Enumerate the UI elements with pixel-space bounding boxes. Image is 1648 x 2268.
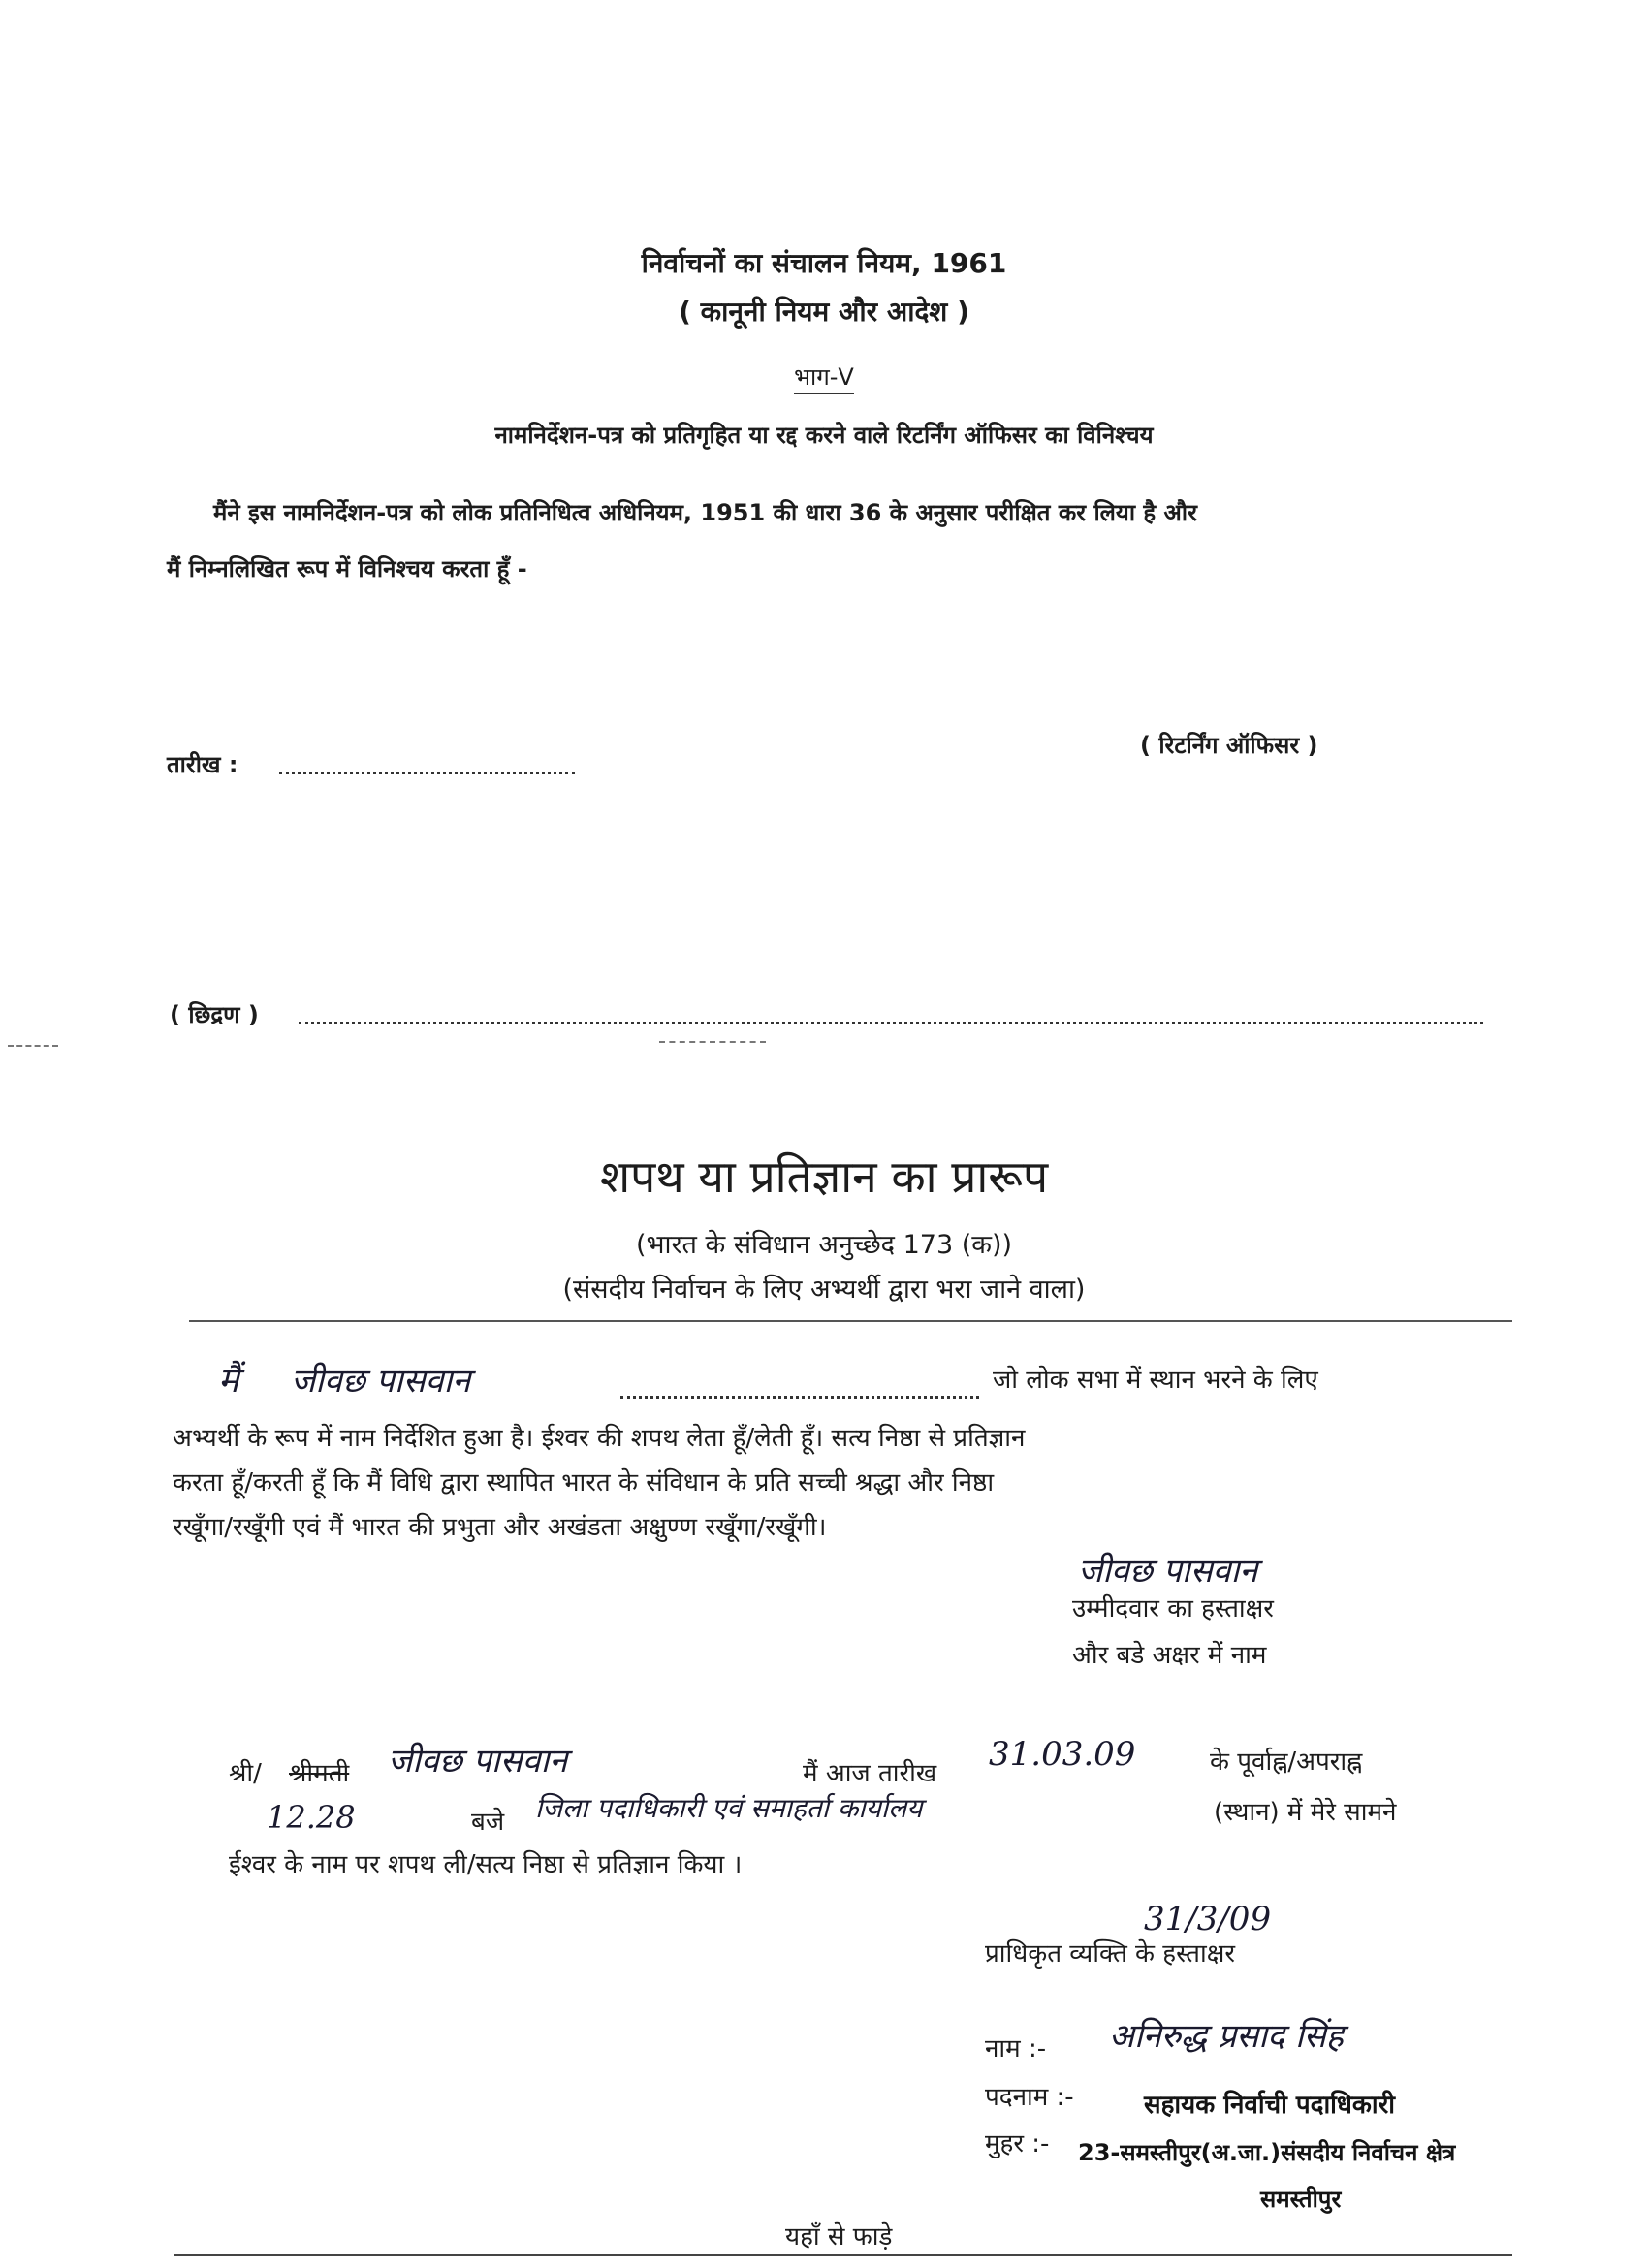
seal-label: मुहर :- (985, 2129, 1050, 2158)
authorized-signature: 31/3/09 (1144, 1900, 1272, 1938)
oath-subtitle-1: (भारत के संविधान अनुच्छेद 173 (क)) (635, 1230, 1013, 1260)
decision-para-line1: मैंने इस नामनिर्देशन-पत्र को लोक प्रतिनिधित्व अधिनियम, 1951 की धारा 36 के अनुसार परीक्षित कर लिया है और (213, 499, 1197, 526)
date-dotted-line (279, 772, 575, 774)
candidate-name-dotted-line (620, 1396, 979, 1399)
shri-label: श्री/ (229, 1759, 262, 1788)
officer-name-label: नाम :- (985, 2034, 1047, 2063)
place-label: (स्थान) में मेरे सामने (1214, 1798, 1397, 1827)
seal-dotted-line (299, 1022, 1483, 1024)
authorized-signature-label: प्राधिकृत व्यक्ति के हस्ताक्षर (985, 1939, 1236, 1969)
stamp-line-1: सहायक निर्वाची पदाधिकारी (1144, 2091, 1395, 2120)
oath-top-rule (189, 1320, 1512, 1322)
seal-punch-label: ( छिद्रण ) (170, 1001, 259, 1028)
shrimati-struck: श्रीमती (289, 1759, 350, 1788)
oath-subtitle-2: (संसदीय निर्वाचन के लिए अभ्यर्थी द्वारा भरा जाने वाला) (562, 1275, 1086, 1305)
stamp-line-2: 23-समस्तीपुर(अ.जा.)संसदीय निर्वाचन क्षेत्र (1078, 2139, 1456, 2166)
date-handwritten: 31.03.09 (989, 1735, 1136, 1774)
oath-title: शपथ या प्रतिज्ञान का प्रारूप (599, 1150, 1049, 1203)
candidate-signature-label: उम्मीदवार का हस्ताक्षर (1072, 1594, 1274, 1623)
place-handwritten: जिला पदाधिकारी एवं समाहर्ता कार्यालय (535, 1792, 923, 1824)
candidate-signature: जीवछ पासवान (1078, 1552, 1258, 1591)
oath-line2: अभ्यर्थी के रूप में नाम निर्देशित हुआ है। ईश्वर की शपथ लेता हूँ/लेती हूँ। सत्य निष्ठा से प्रतिज्ञान (173, 1424, 1026, 1453)
decision-para-line2: मैं निम्नलिखित रूप में विनिश्चय करता हूँ - (167, 555, 527, 583)
candidate-name-caps-label: और बडे अक्षर में नाम (1072, 1641, 1267, 1670)
today-date-label: मैं आज तारीख (803, 1759, 937, 1788)
oath-line1-prefix: मैं (218, 1361, 239, 1401)
decision-heading: नामनिर्देशन-पत्र को प्रतिगृहित या रद्द करने वाले रिटर्निंग ऑफिसर का विनिश्चय (494, 422, 1154, 449)
section-label-text: भाग-V (794, 363, 854, 394)
designation-label: पदनाम :- (985, 2083, 1074, 2112)
tear-here-label: यहाँ से फाड़े (785, 2222, 893, 2252)
cut-mark-left (8, 1045, 58, 1047)
rules-title: निर्वाचनों का संचालन नियम, 1961 (641, 247, 1007, 279)
oath-line3: करता हूँ/करती हूँ कि मैं विधि द्वारा स्थापित भारत के संविधान के प्रति सच्ची श्रद्धा और निष्ठा (173, 1468, 995, 1497)
time-handwritten: 12.28 (267, 1799, 356, 1836)
oath-line1-suffix: जो लोक सभा में स्थान भरने के लिए (993, 1366, 1318, 1395)
forenoon-afternoon-label: के पूर्वाह्न/अपराह्न (1210, 1748, 1363, 1777)
attestation-name-handwritten: जीवछ पासवान (388, 1742, 568, 1780)
stamp-line-3: समस्तीपुर (1260, 2186, 1342, 2213)
cut-mark-middle (659, 1041, 766, 1043)
officer-name-handwritten: अनिरुद्ध प्रसाद सिंह (1109, 2017, 1344, 2056)
returning-officer-label: ( रिटर्निंग ऑफिसर ) (1140, 732, 1318, 759)
date-label: तारीख : (167, 751, 238, 778)
rules-subtitle: ( कानूनी नियम और आदेश ) (679, 296, 969, 328)
candidate-name-handwritten: जीवछ पासवान (291, 1362, 471, 1401)
tear-line (174, 2254, 1512, 2256)
hours-label: बजे (471, 1808, 505, 1837)
oath-line4: रखूँगा/रखूँगी एवं मैं भारत की प्रभुता और अखंडता अक्षुण्ण रखूँगा/रखूँगी। (173, 1513, 827, 1542)
attestation-final-line: ईश्वर के नाम पर शपथ ली/सत्य निष्ठा से प्रतिज्ञान किया । (229, 1850, 743, 1879)
section-label (0, 361, 1648, 393)
